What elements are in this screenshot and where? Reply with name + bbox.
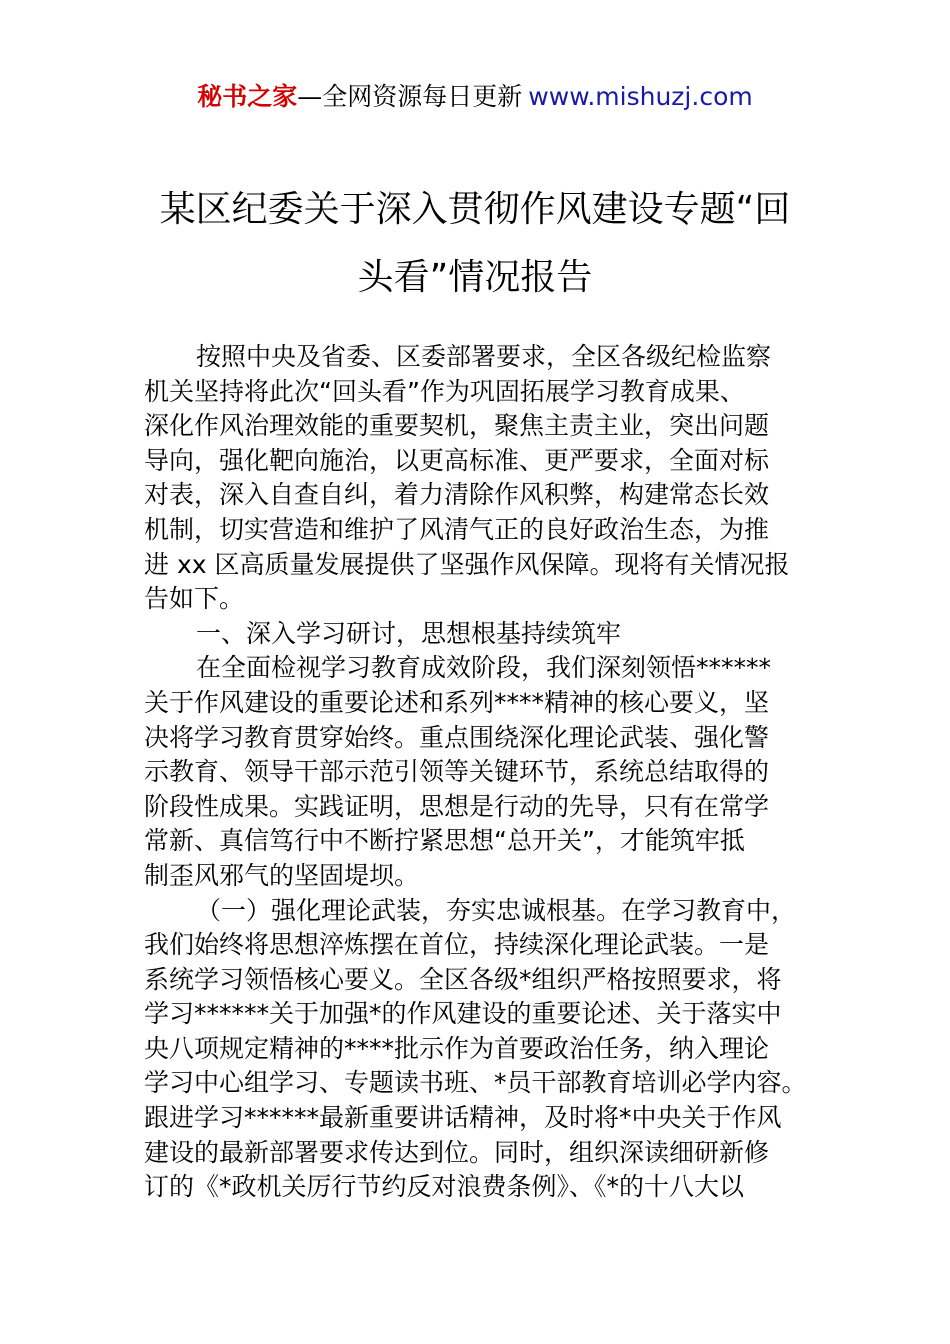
paragraph-line: 对表，深入自查自纠，着力清除作风积弊，构建常态长效 <box>144 480 770 510</box>
paragraph-line: 制歪风邪气的坚固堤坝。 <box>144 860 420 890</box>
paragraph-line: 在全面检视学习教育成效阶段，我们深刻领悟****** <box>196 653 772 683</box>
paragraph-line: 告如下。 <box>144 584 245 614</box>
paragraph-line: 深化作风治理效能的重要契机，聚焦主责主业，突出问题 <box>144 411 770 441</box>
document-body <box>144 340 816 1205</box>
paragraph-line: 按照中央及省委、区委部署要求，全区各级纪检监察 <box>196 342 772 371</box>
site-header <box>0 80 950 114</box>
paragraph-line: 进 xx 区高质量发展提供了坚强作风保障。现将有关情况报 <box>144 549 790 579</box>
paragraph-line: 常新、真信笃行中不断拧紧思想“总开关”，才能筑牢抵 <box>144 826 745 856</box>
paragraph-line: 跟进学习******最新重要讲话精神，及时将*中央关于作风 <box>144 1103 782 1133</box>
paragraph-line: 机关坚持将此次“回头看”作为巩固拓展学习教育成果、 <box>144 376 745 406</box>
paragraph-line: 学习******关于加强*的作风建设的重要论述、关于落实中 <box>144 999 782 1029</box>
paragraph-line: 订的《*政机关厉行节约反对浪费条例》、《*的十八大以 <box>144 1172 745 1202</box>
site-url-link[interactable]: www.mishuzj.com <box>528 82 753 111</box>
title-line: 头看”情况报告 <box>357 257 593 298</box>
paragraph-line: 机制，切实营造和维护了风清气正的良好政治生态，为推 <box>144 514 770 544</box>
paragraph-line: 导向，强化靶向施治，以更高标准、更严要求，全面对标 <box>144 445 770 475</box>
paragraph-line: 我们始终将思想淬炼摆在首位，持续深化理论武装。一是 <box>144 930 770 960</box>
paragraph-line: 学习中心组学习、专题读书班、*员干部教育培训必学内容。 <box>144 1068 807 1098</box>
paragraph-line: 决将学习教育贯穿始终。重点围绕深化理论武装、强化警 <box>144 722 770 752</box>
paragraph-line: 央八项规定精神的****批示作为首要政治任务，纳入理论 <box>144 1033 770 1063</box>
paragraph-line: 关于作风建设的重要论述和系列****精神的核心要义，坚 <box>144 687 770 717</box>
subsection-line: （一）强化理论武装，夯实忠诚根基。在学习教育中， <box>196 895 797 925</box>
document-title <box>130 176 820 312</box>
site-tagline: —全网资源每日更新 <box>297 82 523 111</box>
paragraph-line: 阶段性成果。实践证明，思想是行动的先导，只有在常学 <box>144 791 770 821</box>
site-brand: 秘书之家 <box>197 82 298 111</box>
paragraph-line: 示教育、领导干部示范引领等关键环节，系统总结取得的 <box>144 757 770 787</box>
paragraph-line: 系统学习领悟核心要义。全区各级*组织严格按照要求，将 <box>144 964 782 994</box>
title-line: 某区纪委关于深入贯彻作风建设专题“回 <box>159 189 791 230</box>
section-heading: 一、深入学习研讨，思想根基持续筑牢 <box>196 618 622 648</box>
paragraph-line: 建设的最新部署要求传达到位。同时，组织深读细研新修 <box>144 1137 770 1167</box>
